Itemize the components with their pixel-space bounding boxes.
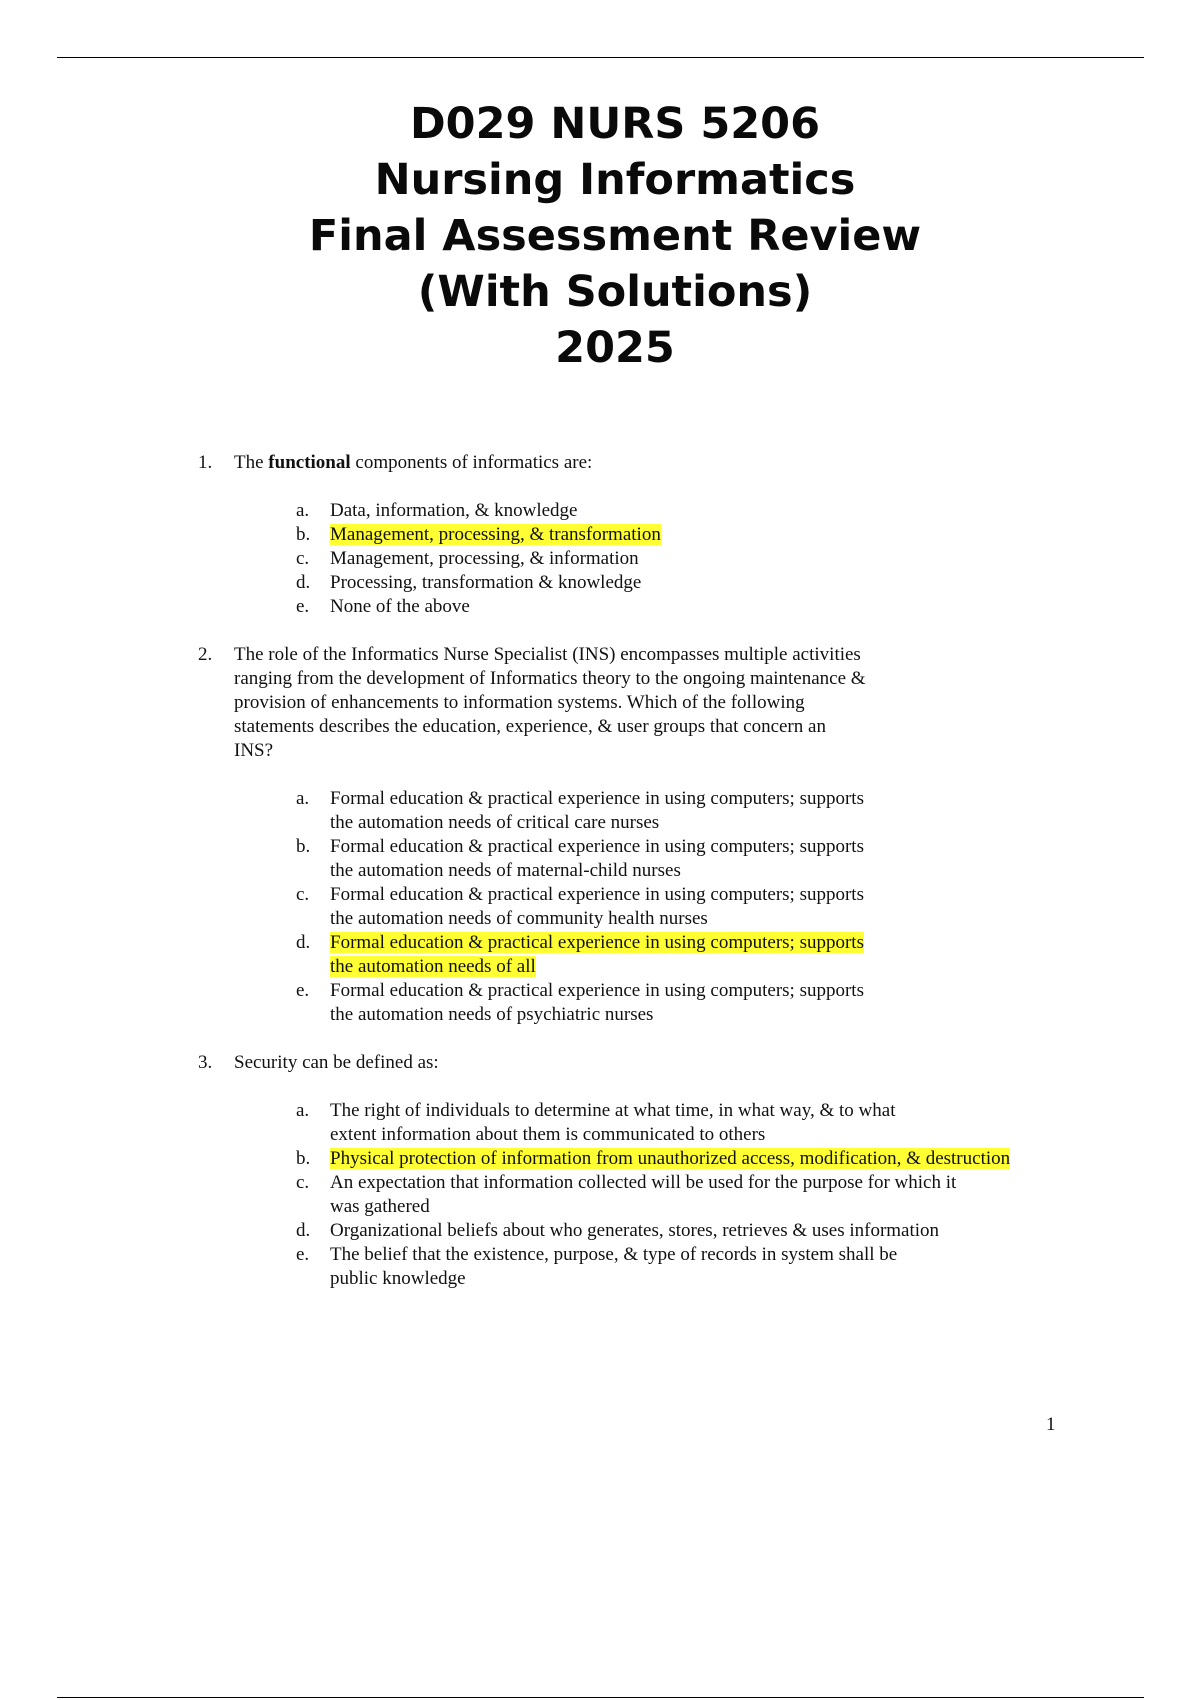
option-text-highlighted: Management, processing, & transformation xyxy=(330,524,661,545)
option-text-line: Formal education & practical experience in using computers; supports xyxy=(330,836,864,857)
title-line: Nursing Informatics xyxy=(374,155,856,205)
option-text-line: Organizational beliefs about who generates, stores, retrieves & uses information xyxy=(330,1220,940,1241)
option-text-line: The right of individuals to determine at what time, in what way, & to what xyxy=(330,1100,896,1121)
question-text-line: INS? xyxy=(234,740,274,761)
option-letter: e. xyxy=(296,596,310,617)
option-letter: b. xyxy=(296,1148,311,1169)
option-text-line: the automation needs of critical care nurses xyxy=(330,812,660,833)
option-text-line: the automation needs of psychiatric nurses xyxy=(330,1004,654,1025)
option-text-highlighted: the automation needs of all xyxy=(330,956,536,977)
question-number: 3. xyxy=(198,1052,213,1073)
option-text-line: The belief that the existence, purpose, & type of records in system shall be xyxy=(330,1244,898,1265)
top-rule xyxy=(57,57,1144,58)
question-text-line: The role of the Informatics Nurse Specialist (INS) encompasses multiple activities xyxy=(234,644,861,665)
question-text-part: components of informatics are: xyxy=(350,452,593,473)
title-line: D029 NURS 5206 xyxy=(409,99,821,149)
option-text-highlighted: Physical protection of information from unauthorized access, modification, & destruction xyxy=(330,1148,1011,1169)
option-b xyxy=(296,1147,1078,1171)
option-text-line: extent information about them is communicated to others xyxy=(330,1124,766,1145)
option-c xyxy=(296,547,1078,571)
option-d xyxy=(296,931,1078,979)
option-text: Management, processing, & information xyxy=(330,548,639,569)
option-letter: b. xyxy=(296,836,311,857)
option-a xyxy=(296,499,1078,523)
document-title xyxy=(0,96,1200,376)
option-text-highlighted: Formal education & practical experience in using computers; supports xyxy=(330,932,864,953)
page-number: 1 xyxy=(1046,1414,1056,1435)
question-text xyxy=(234,451,1078,475)
option-d xyxy=(296,571,1078,595)
option-text-line: Formal education & practical experience in using computers; supports xyxy=(330,884,864,905)
option-text-line: the automation needs of maternal-child nurses xyxy=(330,860,681,881)
option-letter: c. xyxy=(296,548,310,569)
option-a xyxy=(296,787,1078,835)
option-letter: d. xyxy=(296,932,311,953)
option-text-line: the automation needs of community health nurses xyxy=(330,908,708,929)
option-e xyxy=(296,979,1078,1027)
option-letter: d. xyxy=(296,572,311,593)
option-b xyxy=(296,523,1078,547)
question-text-line: provision of enhancements to information systems. Which of the following xyxy=(234,692,805,713)
bottom-rule xyxy=(57,1697,1144,1698)
option-letter: c. xyxy=(296,884,310,905)
option-e xyxy=(296,595,1078,619)
option-text-line: was gathered xyxy=(330,1196,430,1217)
question-text: Security can be defined as: xyxy=(234,1052,439,1073)
title-line: (With Solutions) xyxy=(417,267,813,317)
option-list xyxy=(234,787,1078,1027)
option-e xyxy=(296,1243,1078,1291)
option-b xyxy=(296,835,1078,883)
question-2 xyxy=(198,643,1078,1027)
question-text-line: ranging from the development of Informatics theory to the ongoing maintenance & xyxy=(234,668,866,689)
option-text-line: An expectation that information collected will be used for the purpose for which it xyxy=(330,1172,957,1193)
question-number: 2. xyxy=(198,644,213,665)
option-letter: e. xyxy=(296,980,310,1001)
option-c xyxy=(296,883,1078,931)
option-d xyxy=(296,1219,1078,1243)
option-letter: b. xyxy=(296,524,311,545)
option-text-line: Formal education & practical experience in using computers; supports xyxy=(330,980,864,1001)
option-list xyxy=(234,1099,1078,1291)
question-text-line: statements describes the education, experience, & user groups that concern an xyxy=(234,716,826,737)
question-text-bold: functional xyxy=(268,452,351,473)
question-list xyxy=(198,451,1078,1291)
option-letter: a. xyxy=(296,500,310,521)
option-text: Processing, transformation & knowledge xyxy=(330,572,642,593)
option-text: None of the above xyxy=(330,596,470,617)
option-c xyxy=(296,1171,1078,1219)
question-text xyxy=(234,643,1078,763)
option-text: Data, information, & knowledge xyxy=(330,500,578,521)
title-line: Final Assessment Review xyxy=(308,211,922,261)
option-letter: e. xyxy=(296,1244,310,1265)
option-letter: d. xyxy=(296,1220,311,1241)
option-text-line: public knowledge xyxy=(330,1268,466,1289)
question-1 xyxy=(198,451,1078,619)
option-letter: a. xyxy=(296,1100,310,1121)
option-list xyxy=(234,499,1078,619)
option-text-line: Formal education & practical experience in using computers; supports xyxy=(330,788,864,809)
question-number: 1. xyxy=(198,452,213,473)
question-text-part: The xyxy=(234,452,269,473)
option-a xyxy=(296,1099,1078,1147)
title-line: 2025 xyxy=(555,323,675,373)
option-letter: a. xyxy=(296,788,310,809)
question-3 xyxy=(198,1051,1078,1291)
option-letter: c. xyxy=(296,1172,310,1193)
